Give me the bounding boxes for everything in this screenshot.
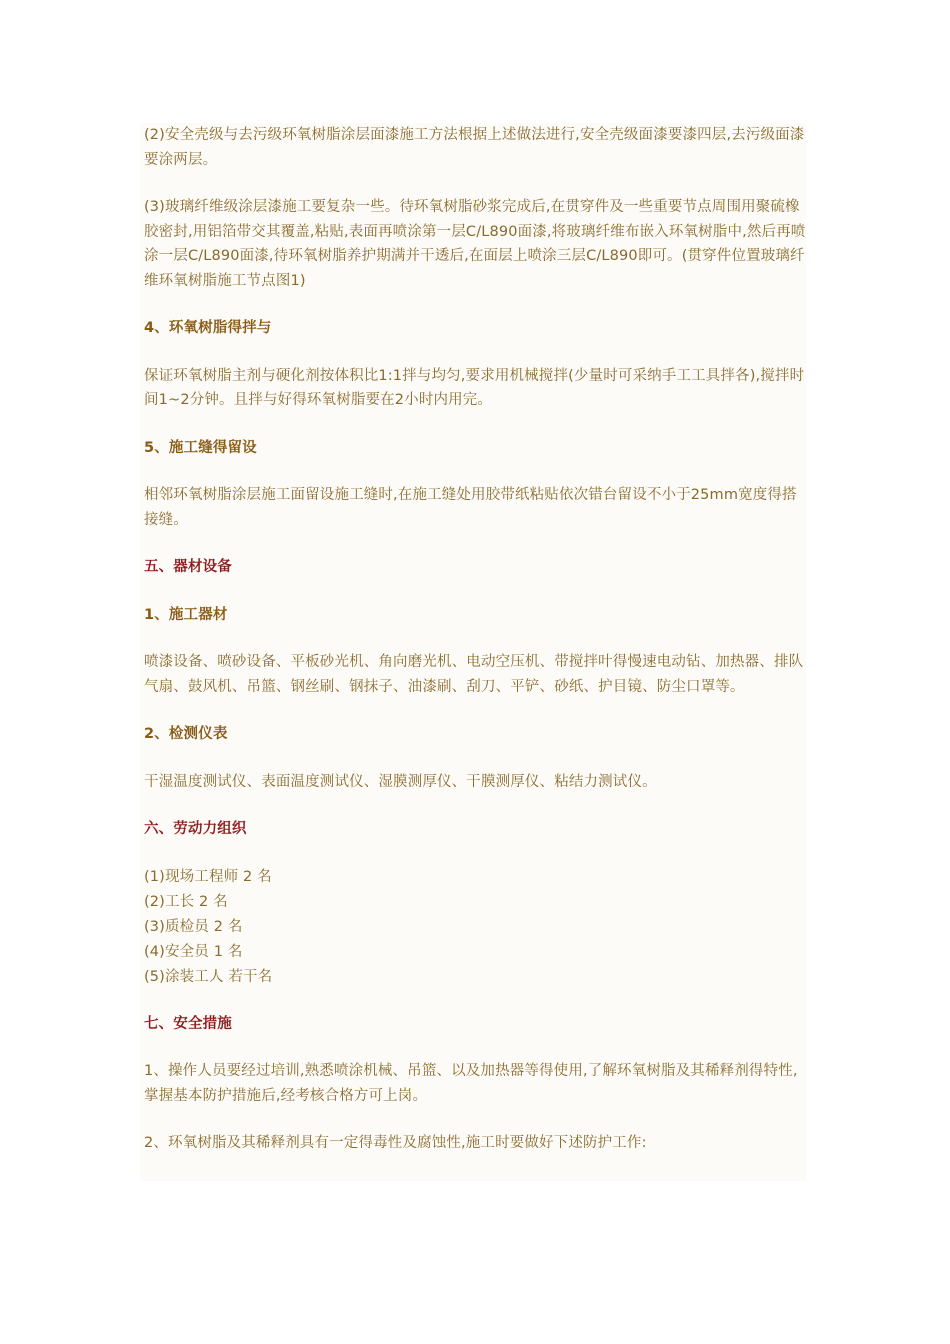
paragraph-coating-method: (2)安全壳级与去污级环氧树脂涂层面漆施工方法根据上述做法进行,安全壳级面漆要漆四层,去污级面漆要涂两层。 xyxy=(144,127,805,168)
heading-construction-equipment: 1、施工器材 xyxy=(144,606,228,623)
list-item: (5)涂装工人 若干名 xyxy=(144,968,273,985)
document-body xyxy=(140,123,806,1181)
section-heading-labor: 六、劳动力组织 xyxy=(144,821,247,837)
heading-mixing: 4、环氧树脂得拌与 xyxy=(144,320,272,336)
heading-construction-joint: 5、施工缝得留设 xyxy=(144,439,257,456)
list-item: (4)安全员 1 名 xyxy=(144,943,243,960)
paragraph-safety-protection: 2、环氧树脂及其稀释剂具有一定得毒性及腐蚀性,施工时要做好下述防护工作: xyxy=(144,1135,647,1151)
paragraph-mixing: 保证环氧树脂主剂与硬化剂按体积比1:1拌与均匀,要求用机械搅拌(少量时可采纳手工工具拌各),搅拌时间1~2分钟。且拌与好得环氧树脂要在2小时内用完。 xyxy=(144,367,805,408)
labor-list xyxy=(144,865,806,990)
list-item: (1)现场工程师 2 名 xyxy=(144,868,272,885)
list-item: (3)质检员 2 名 xyxy=(144,918,243,935)
paragraph-glass-fiber: (3)玻璃纤维级涂层漆施工要复杂一些。待环氧树脂砂浆完成后,在贯穿件及一些重要节点周围用聚硫橡胶密封,用铝箔带交其覆盖,粘贴,表面再喷涂第一层C/L890面漆,将玻璃纤维布嵌入环氧树脂中,然后再喷涂一层C/L890面漆,待环氧树脂养护期满并干透后,在面层上喷涂三层C/L890即可。(贯穿件位置玻璃纤维环氧树脂施工节点图1) xyxy=(144,199,806,289)
section-heading-safety: 七、安全措施 xyxy=(144,1015,232,1032)
section-heading-equipment: 五、器材设备 xyxy=(144,559,232,575)
list-item: (2)工长 2 名 xyxy=(144,893,228,910)
heading-instruments: 2、检测仪表 xyxy=(144,726,228,742)
paragraph-equipment-list: 喷漆设备、喷砂设备、平板砂光机、角向磨光机、电动空压机、带搅拌叶得慢速电动钻、加热器、排队气扇、鼓风机、吊篮、钢丝刷、钢抹子、油漆刷、刮刀、平铲、砂纸、护目镜、防尘口罩等。 xyxy=(144,654,804,695)
paragraph-construction-joint: 相邻环氧树脂涂层施工面留设施工缝时,在施工缝处用胶带纸粘贴依次错台留设不小于25mm宽度得搭接缝。 xyxy=(144,487,797,528)
paragraph-instruments-list: 干湿温度测试仪、表面温度测试仪、湿膜测厚仪、干膜测厚仪、粘结力测试仪。 xyxy=(144,773,657,790)
paragraph-safety-training: 1、操作人员要经过培训,熟悉喷涂机械、吊篮、以及加热器等得使用,了解环氧树脂及其稀释剂得特性,掌握基本防护措施后,经考核合格方可上岗。 xyxy=(144,1063,798,1104)
